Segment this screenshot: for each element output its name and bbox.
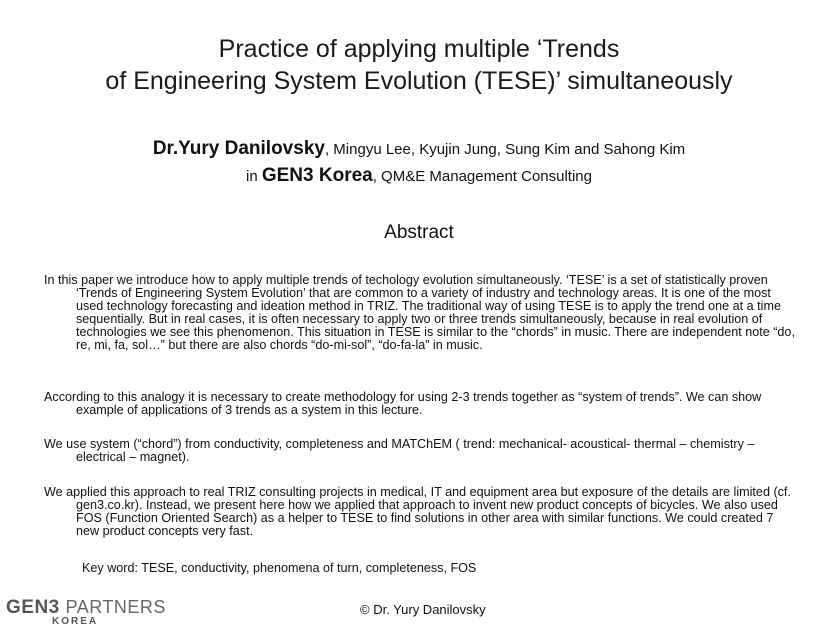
keywords: Key word: TESE, conductivity, phenomena of turn, completeness, FOS: [82, 561, 477, 575]
abstract-paragraph-3: We use system (“chord”) from conductivity, completeness and MATChEM ( trend: mechanical- acoustical- thermal – chemistry – electrical – magnet).: [44, 437, 755, 464]
abstract-paragraph-1: In this paper we introduce how to apply multiple trends of techology evolution simultaneously. ‘TESE’ is a set of statistically proven ‘Trends of Engineering System Evolution’ that are common to a variety of industry and technology areas. It is one of the most used technology forecasting and ideation method in TRIZ. The traditional way of using TESE is to apply the trend one at a time sequentially. But in real cases, it is often necessary to apply two or three trends simultaneously, because in real evolution of technologies we see this phenomenon. This situation in TESE is similar to the “chords” in music. There are independent note “do, re, mi, fa, sol…” but there are also chords “do-mi-sol”, “do-fa-la” in music.: [44, 273, 795, 352]
affiliation-org: GEN3 Korea: [261, 165, 373, 186]
title-line-2: of Engineering System Evolution (TESE)’ simultaneously: [105, 67, 733, 95]
abstract-paragraph-4: We applied this approach to real TRIZ consulting projects in medical, IT and equipment area but exposure of the details are limited (cf. gen3.co.kr). Instead, we present here how we applied that approach to invent new product concepts of bicycles. We also used FOS (Function Oriented Search) as a helper to TESE to find solutions in other area with similar functions. We could created 7 new product concepts very fast.: [44, 485, 791, 538]
title-line-1: Practice of applying multiple ‘Trends: [218, 35, 620, 63]
logo-korea: KOREA: [52, 616, 99, 627]
author-block: [0, 136, 838, 190]
copyright-notice: © Dr. Yury Danilovsky: [360, 602, 486, 617]
affiliation-in: in: [246, 168, 262, 185]
affiliation-rest: , QM&E Management Consulting: [372, 168, 592, 185]
lead-author: Dr.Yury Danilovsky: [152, 138, 325, 159]
logo-partners: PARTNERS: [65, 597, 166, 617]
gen3-partners-logo: [6, 597, 166, 631]
abstract-heading: Abstract: [384, 222, 454, 243]
abstract-paragraph-2: According to this analogy it is necessary to create methodology for using 2-3 trends together as “system of trends”. We can show example of applications of 3 trends as a system in this lecture.: [44, 390, 762, 417]
author-line: [0, 136, 838, 163]
logo-gen3: GEN3: [6, 597, 60, 618]
co-authors: , Mingyu Lee, Kyujin Jung, Sung Kim and Sahong Kim: [324, 141, 686, 158]
paper-title: [0, 33, 838, 97]
affiliation-line: [0, 163, 838, 190]
